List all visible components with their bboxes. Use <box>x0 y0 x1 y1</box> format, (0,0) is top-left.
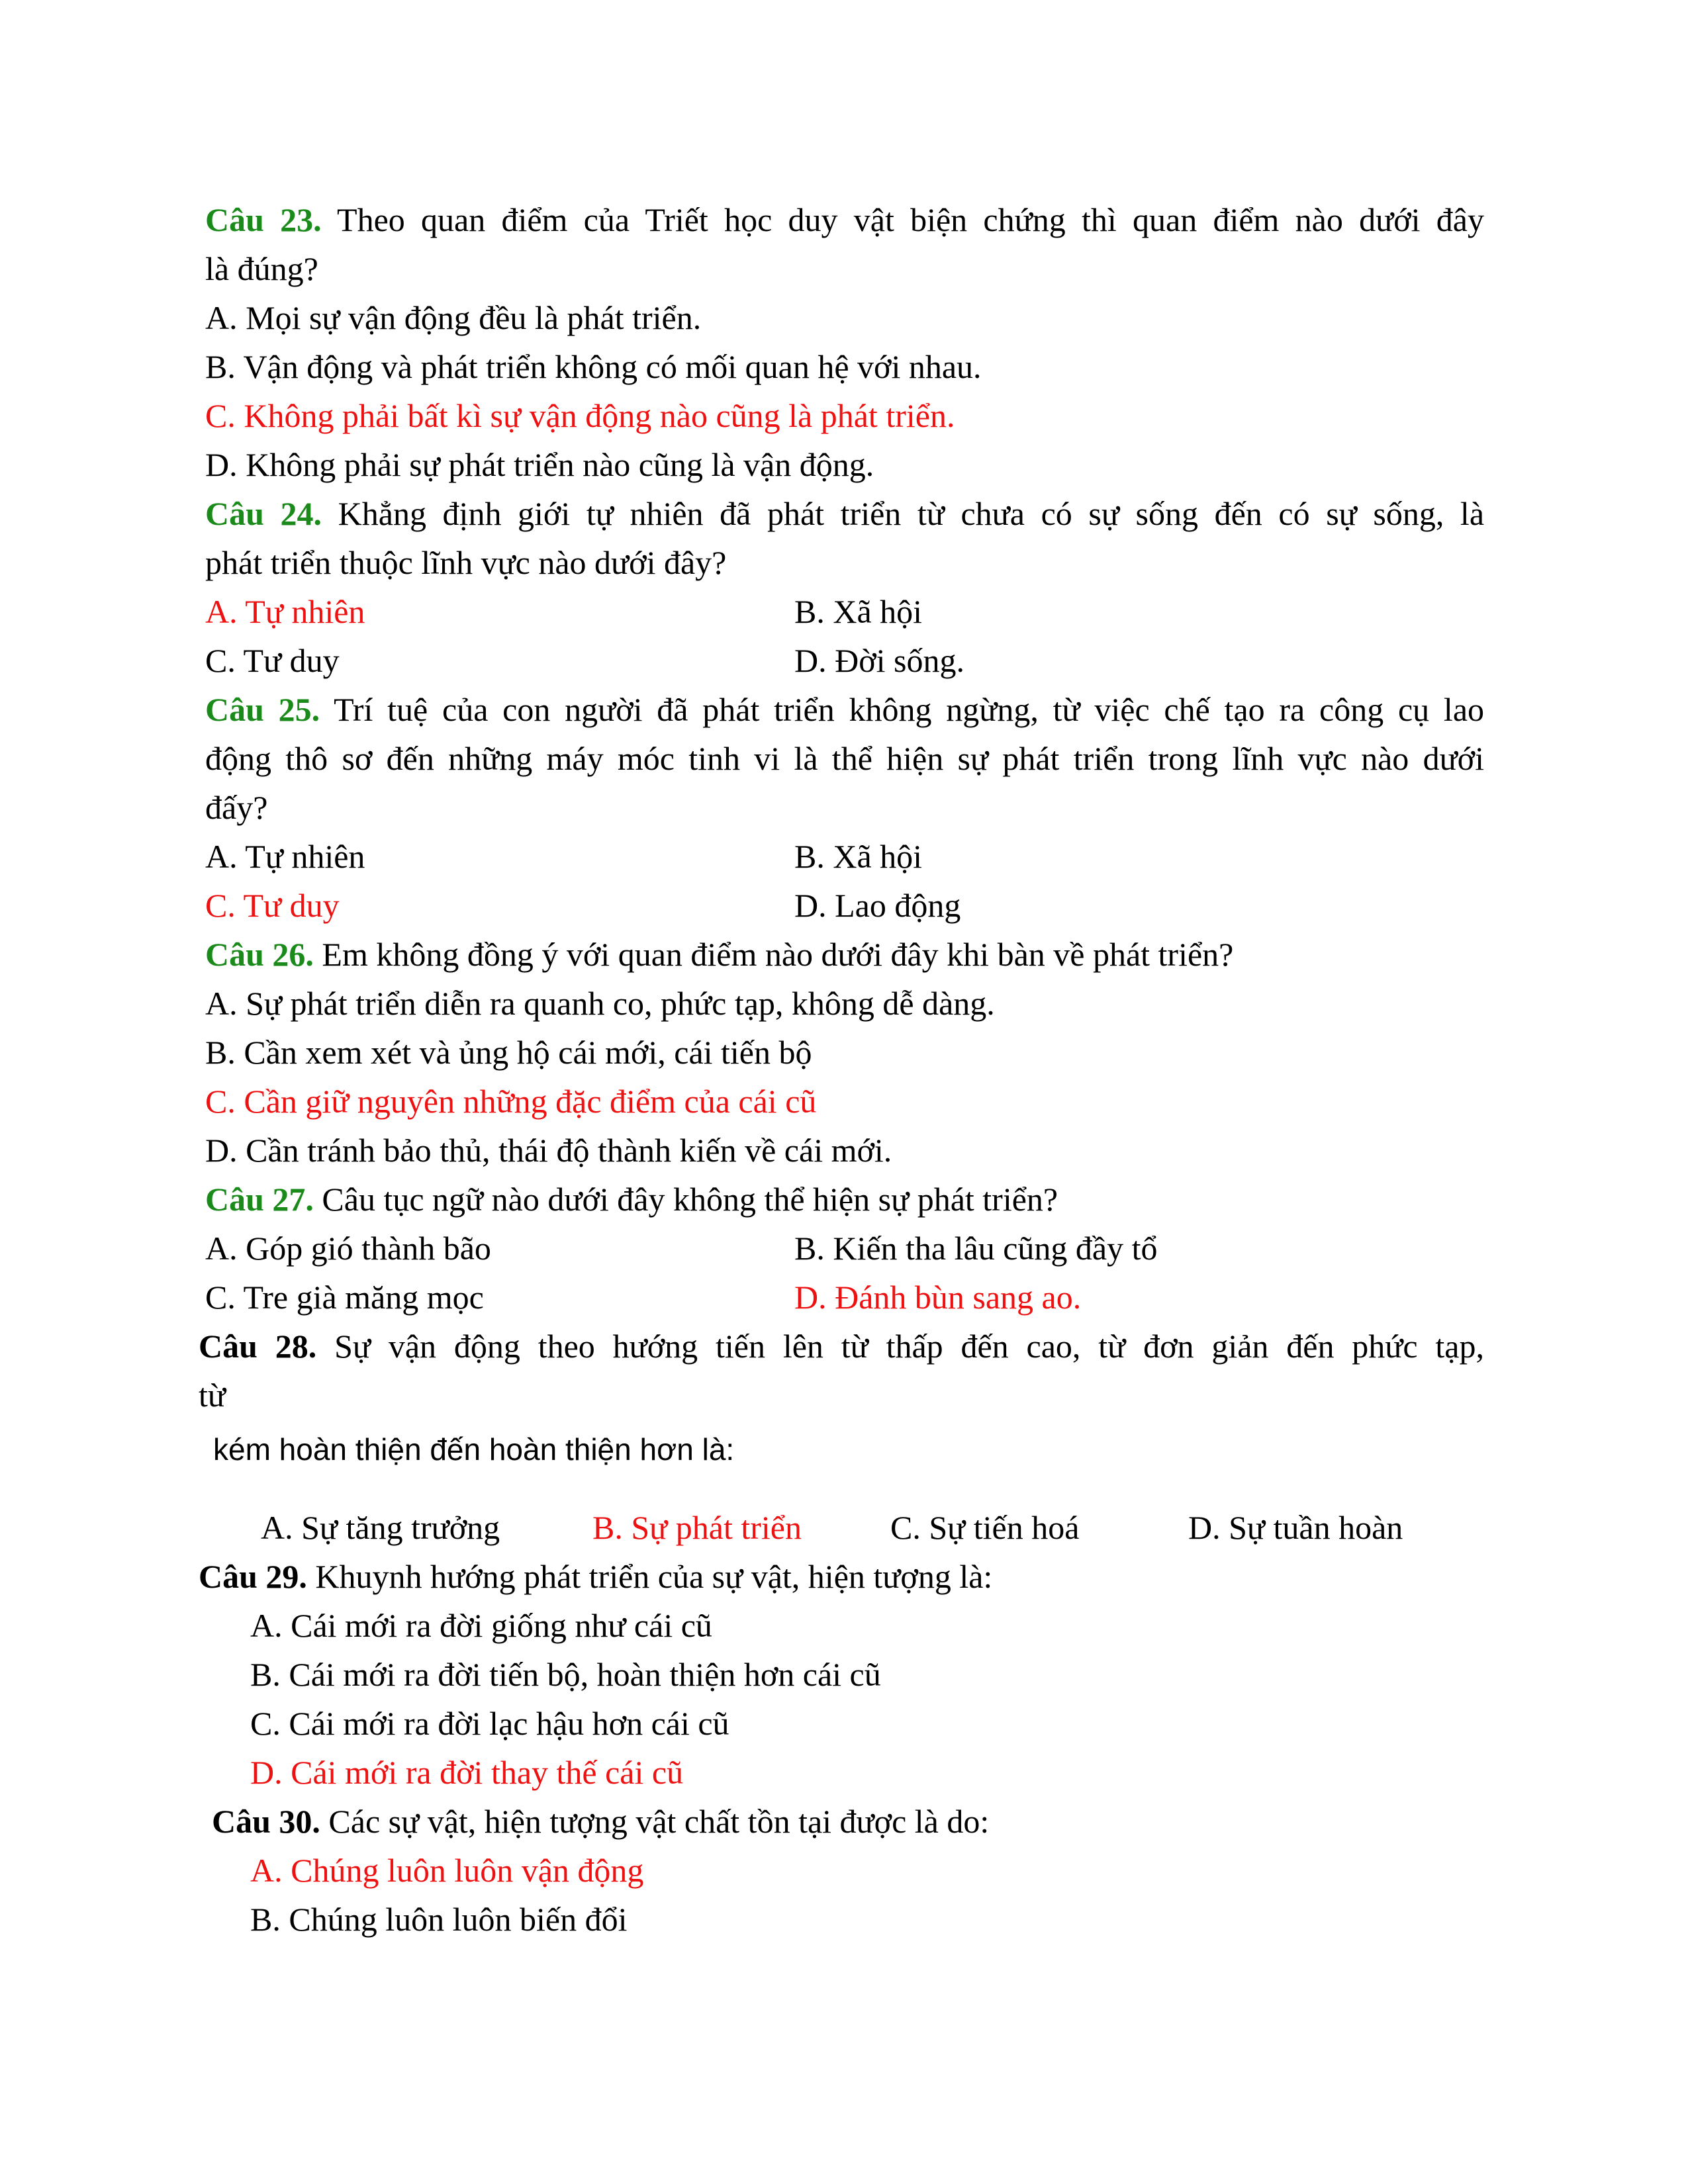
question-26-number: Câu 26. <box>205 936 314 973</box>
question-23-option-a: A. Mọi sự vận động đều là phát triển. <box>205 299 702 336</box>
question-26-option-c: C. Cần giữ nguyên những đặc điểm của cái cũ <box>205 1083 817 1120</box>
question-25-option-a: A. Tự nhiên <box>205 838 365 875</box>
question-28-line-3: kém hoàn thiện đến hoàn thiện hơn là: <box>213 1432 735 1467</box>
question-23-option-b: B. Vận động và phát triển không có mối quan hệ với nhau. <box>205 348 982 385</box>
question-28-option-a: A. Sự tăng trưởng <box>261 1509 500 1546</box>
question-25-line-3: đấy? <box>205 789 268 826</box>
question-29-text: Khuynh hướng phát triển của sự vật, hiện tượng là: <box>315 1558 993 1595</box>
question-30-option-a: A. Chúng luôn luôn vận động <box>250 1852 644 1889</box>
question-24-option-b: B. Xã hội <box>794 593 923 630</box>
question-27-option-d: D. Đánh bùn sang ao. <box>794 1279 1082 1316</box>
question-24-option-a: A. Tự nhiên <box>205 593 365 630</box>
question-30-line-1 <box>212 1801 989 1841</box>
question-29-option-d: D. Cái mới ra đời thay thế cái cũ <box>250 1754 684 1791</box>
question-25-text: Trí tuệ của con người đã phát triển không ngừng, từ việc chế tạo ra công cụ lao <box>334 691 1485 728</box>
question-30-text: Các sự vật, hiện tượng vật chất tồn tại được là do: <box>328 1803 990 1840</box>
question-23-number: Câu 23. <box>205 201 322 238</box>
question-25-option-d: D. Lao động <box>794 887 961 924</box>
question-28-option-d: D. Sự tuần hoàn <box>1188 1509 1403 1546</box>
question-28-option-c: C. Sự tiến hoá <box>890 1509 1080 1546</box>
question-29-option-b: B. Cái mới ra đời tiến bộ, hoàn thiện hơn cái cũ <box>250 1656 881 1693</box>
question-27-option-b: B. Kiến tha lâu cũng đầy tổ <box>794 1230 1158 1267</box>
question-24-option-d: D. Đời sống. <box>794 642 965 679</box>
question-28-line-1 <box>199 1326 1484 1366</box>
question-25-text-2: động thô sơ đến những máy móc tinh vi là thể hiện sự phát triển trong lĩnh vực nào dưới <box>205 740 1484 777</box>
question-29-line-1 <box>199 1557 992 1596</box>
question-25-number: Câu 25. <box>205 691 320 728</box>
question-30-option-b: B. Chúng luôn luôn biến đổi <box>250 1901 628 1938</box>
question-29-option-a: A. Cái mới ra đời giống như cái cũ <box>250 1607 712 1644</box>
question-23-line-2: là đúng? <box>205 250 318 287</box>
question-27-number: Câu 27. <box>205 1181 314 1218</box>
question-24-option-c: C. Tư duy <box>205 642 340 679</box>
question-26-line-1 <box>205 934 1233 974</box>
question-27-option-c: C. Tre già măng mọc <box>205 1279 484 1316</box>
question-25-line-2 <box>205 739 1484 778</box>
question-29-number: Câu 29. <box>199 1558 307 1595</box>
question-24-line-1 <box>205 494 1484 533</box>
question-28-line-2: từ <box>199 1377 226 1414</box>
question-23-option-c: C. Không phải bất kì sự vận động nào cũng là phát triển. <box>205 397 955 434</box>
question-28-number: Câu 28. <box>199 1328 317 1365</box>
question-28-option-b: B. Sự phát triển <box>592 1509 802 1546</box>
question-26-text: Em không đồng ý với quan điểm nào dưới đây khi bàn về phát triển? <box>322 936 1234 973</box>
question-30-number: Câu 30. <box>212 1803 320 1840</box>
question-25-line-1 <box>205 690 1484 729</box>
question-24-text: Khẳng định giới tự nhiên đã phát triển từ chưa có sự sống đến có sự sống, là <box>338 495 1485 532</box>
question-28-text: Sự vận động theo hướng tiến lên từ thấp đến cao, từ đơn giản đến phức tạp, <box>334 1328 1485 1365</box>
question-24-line-2: phát triển thuộc lĩnh vực nào dưới đây? <box>205 544 727 581</box>
question-25-option-b: B. Xã hội <box>794 838 923 875</box>
question-29-option-c: C. Cái mới ra đời lạc hậu hơn cái cũ <box>250 1705 729 1742</box>
question-26-option-b: B. Cần xem xét và ủng hộ cái mới, cái tiến bộ <box>205 1034 812 1071</box>
question-23-line-1 <box>205 200 1484 240</box>
question-27-line-1 <box>205 1179 1058 1219</box>
question-27-option-a: A. Góp gió thành bão <box>205 1230 491 1267</box>
question-26-option-d: D. Cần tránh bảo thủ, thái độ thành kiến về cái mới. <box>205 1132 892 1169</box>
question-27-text: Câu tục ngữ nào dưới đây không thể hiện sự phát triển? <box>322 1181 1058 1218</box>
question-26-option-a: A. Sự phát triển diễn ra quanh co, phức tạp, không dễ dàng. <box>205 985 995 1022</box>
question-25-option-c: C. Tư duy <box>205 887 340 924</box>
question-23-option-d: D. Không phải sự phát triển nào cũng là vận động. <box>205 446 874 483</box>
question-23-text: Theo quan điểm của Triết học duy vật biện chứng thì quan điểm nào dưới đây <box>337 201 1484 238</box>
question-24-number: Câu 24. <box>205 495 322 532</box>
